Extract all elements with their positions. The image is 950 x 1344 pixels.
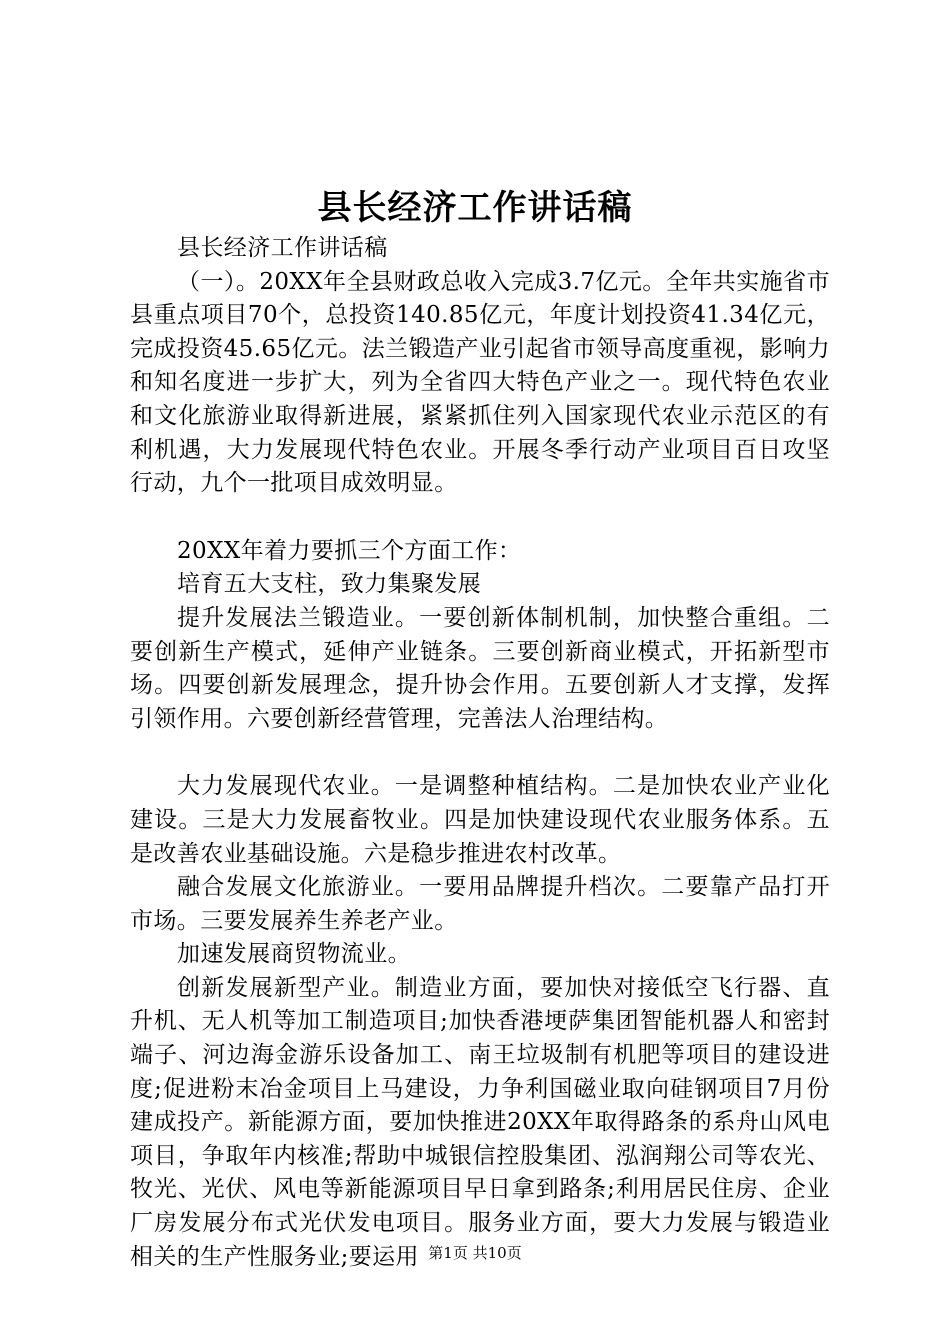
document-title: 县长经济工作讲话稿 xyxy=(317,188,633,228)
paragraph-section-heading: 培育五大支柱，致力集聚发展 xyxy=(177,571,482,598)
paragraph-subtitle: 县长经济工作讲话稿 xyxy=(177,235,388,261)
document-body xyxy=(130,232,830,1274)
paragraph-forging: 提升发展法兰锻造业。一要创新体制机制，加快整合重组。二要创新生产模式，延伸产业链条。三要创新商业模式，开拓新型市场。四要创新发展理念，提升协会作用。五要创新人才支撑，发挥引领作用。六要创新经营管理，完善法人治理结构。 xyxy=(130,604,830,732)
paragraph-tasks-intro: 20XX年着力要抓三个方面工作： xyxy=(177,537,522,564)
paragraph-new-industries: 创新发展新型产业。制造业方面，要加快对接低空飞行器、直升机、无人机等加工制造项目;加快香港埂萨集团智能机器人和密封端子、河边海金游乐设备加工、南王垃圾制有机肥等项目的建设进度;促进粉末冶金项目上马建设，力争利国磁业取向硅钢项目7月份建成投产。新能源方面，要加快推进20XX年取得路条的系舟山风电项目，争取年内核准;帮助中城银信控股集团、泓润翔公司等农光、牧光、光伏、风电等新能源项目早日拿到路条;利用居民住房、企业厂房发展分布式光伏发电项目。服务业方面，要大力发展与锻造业相关的生产性服务业;要运用 xyxy=(130,974,830,1270)
paragraph-agriculture: 大力发展现代农业。一是调整种植结构。二是加快农业产业化建设。三是大力发展畜牧业。四是加快建设现代农业服务体系。五是改善农业基础设施。六是稳步推进农村改革。 xyxy=(130,773,830,867)
paragraph-summary: （一）。20XX年全县财政总收入完成3.7亿元。全年共实施省市县重点项目70个，总投资140.85亿元，年度计划投资41.34亿元，完成投资45.65亿元。法兰锻造产业引起省市领导高度重视，影响力和知名度进一步扩大，列为全省四大特色产业之一。现代特色农业和文化旅游业取得新进展，紧紧抓住列入国家现代农业示范区的有利机遇，大力发展现代特色农业。开展冬季行动产业项目百日攻坚行动，九个一批项目成效明显。 xyxy=(130,268,830,497)
paragraph-tourism: 融合发展文化旅游业。一要用品牌提升档次。二要靠产品打开市场。三要发展养生养老产业。 xyxy=(130,874,830,934)
page-footer: 第1页 共10页 xyxy=(428,1244,522,1262)
paragraph-logistics: 加速发展商贸物流业。 xyxy=(177,941,411,968)
